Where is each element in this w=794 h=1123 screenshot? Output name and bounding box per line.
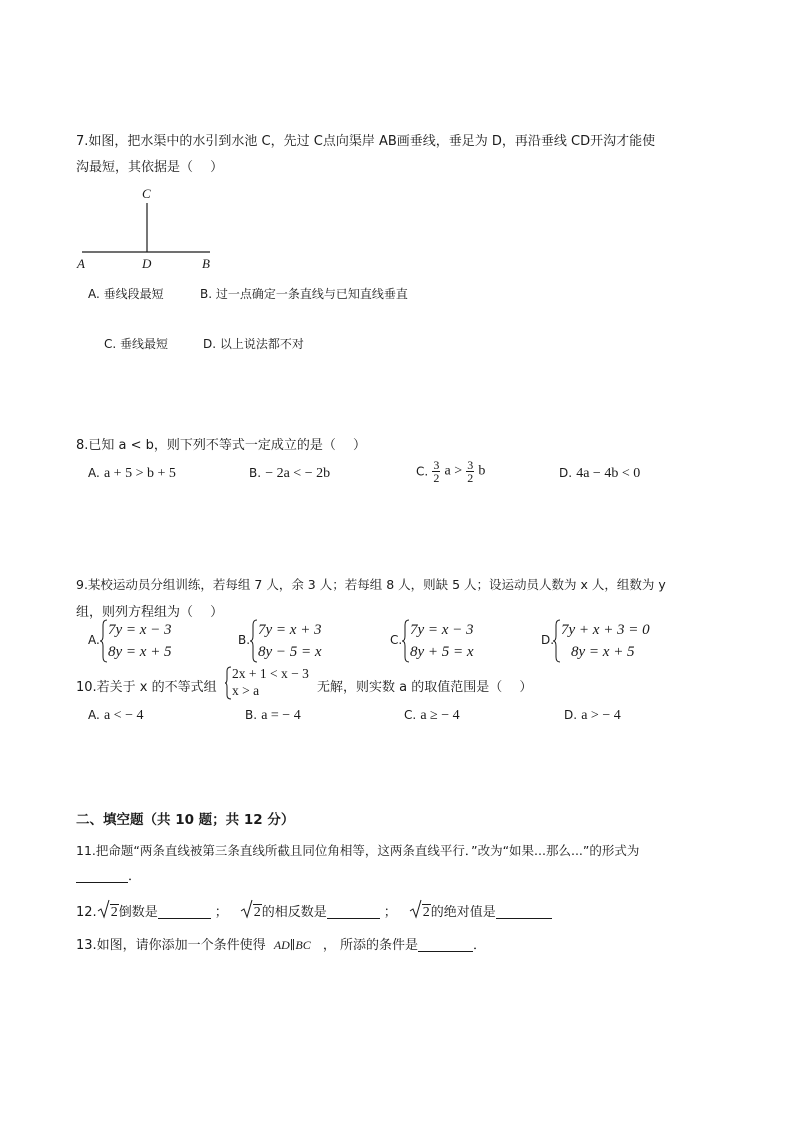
q7-option-c: C. 垂线最短 (104, 337, 169, 351)
q12-part1: 倒数是 (118, 905, 158, 920)
q9-b-eq2: 8y − 5 = x (258, 644, 322, 660)
q10-c-expr: a ≥ − 4 (420, 708, 460, 723)
q12-radicand-3: 2 (422, 905, 430, 920)
q13-cond: AD∥BC (273, 938, 311, 952)
q9-b-label: B. (238, 633, 251, 647)
q9-c-eq2: 8y + 5 = x (410, 644, 474, 660)
q12-part2: 的相反数是 (261, 905, 327, 920)
q9-a-eq1: 7y = x − 3 (108, 622, 172, 638)
q10-d-label: D. (564, 708, 578, 722)
q9-d-eq1: 7y + x + 3 = 0 (561, 622, 650, 638)
q10-option-b (245, 708, 301, 724)
q11-answer-row (76, 865, 141, 884)
label-c: C (142, 186, 151, 201)
q8-d-expr: 4a − 4b < 0 (576, 466, 641, 481)
q11-answer-blank[interactable] (76, 868, 128, 883)
q9-c-label: C. (390, 633, 403, 647)
q10-option-d (564, 708, 621, 724)
q12-part3: 的绝对值是 (430, 905, 496, 920)
q9-line2: 组，则列方程组为（ ） (76, 605, 224, 620)
q9-d-label: D. (541, 633, 555, 647)
q9-b-eq1: 7y = x + 3 (258, 622, 322, 638)
q10-stem-post: 无解，则实数 a 的取值范围是（ ） (317, 680, 533, 695)
q12-radicand-2: 2 (253, 905, 261, 920)
q12-blank-3[interactable] (496, 904, 552, 919)
sqrt-icon (240, 899, 253, 919)
q8-b-expr: − 2a < − 2b (265, 466, 331, 481)
q10-b-expr: a = − 4 (261, 708, 301, 723)
label-b: B (202, 256, 210, 271)
q8-a-label: A. (88, 466, 100, 480)
q13-row (76, 934, 486, 953)
q8-c-frac2: $\frac{3}{2}$ (467, 458, 474, 485)
q7-line1: 7.如图，把水渠中的水引到水池 C，先过 C点向渠岸 AB画垂线，垂足为 D，再沿垂线 CD开沟才能使 (76, 134, 656, 149)
q12-row (76, 899, 552, 921)
q7-figure (72, 183, 222, 273)
q8-option-a (88, 466, 176, 482)
q8-c-mid: a > (444, 463, 463, 479)
q12-blank-1[interactable] (158, 904, 211, 919)
label-a: A (77, 256, 85, 271)
q10-ineq1: 2x + 1 < x − 3 (232, 666, 309, 681)
q10-c-label: C. (404, 708, 417, 722)
q7-line2: 沟最短，其依据是（ ） (76, 160, 224, 175)
q12-radicand-1: 2 (110, 905, 118, 920)
q7-option-d: D. 以上说法都不对 (203, 337, 304, 351)
q8-a-expr: a + 5 > b + 5 (103, 466, 176, 481)
q10-brace (224, 666, 232, 700)
q8-option-c (416, 459, 485, 484)
q9-a-label: A. (88, 633, 100, 647)
q11-end: ． (128, 869, 142, 884)
q8-option-b (249, 466, 330, 482)
label-d: D (142, 256, 152, 271)
q9-line1: 9.某校运动员分组训练，若每组 7 人，余 3 人；若每组 8 人，则缺 5 人；设运动员人数为 x 人，组数为 y (76, 577, 666, 592)
q10-system (224, 666, 318, 700)
q10-a-expr: a < − 4 (103, 708, 144, 723)
q12-sep2: ； (383, 905, 397, 920)
q13-pre: 13.如图，请你添加一个条件使得 (76, 938, 266, 953)
q12-sep1: ； (214, 905, 228, 920)
q13-mid: ， 所添的条件是 (322, 938, 418, 953)
q10-ineq2: x > a (232, 683, 260, 698)
section-title-fill-in: 二、填空题（共 10 题；共 12 分） (76, 812, 295, 828)
q8-c-end: b (478, 463, 486, 479)
q8-d-label: D. (559, 466, 573, 480)
q8-option-d (559, 466, 640, 482)
q10-option-c (404, 708, 460, 724)
q7-option-a: A. 垂线段最短 (88, 287, 164, 301)
q9-d-eq2: 8y = x + 5 (571, 644, 635, 660)
q9-a-eq2: 8y = x + 5 (108, 644, 172, 660)
q10-b-label: B. (245, 708, 258, 722)
q12-num: 12. (76, 905, 97, 920)
q10-d-expr: a > − 4 (581, 708, 621, 723)
q8-c-frac1: $\frac{3}{2}$ (433, 458, 440, 485)
q10-stem-pre: 10.若关于 x 的不等式组 (76, 680, 217, 695)
q8-b-label: B. (249, 466, 262, 480)
q13-answer-blank[interactable] (418, 937, 473, 952)
sqrt-icon (97, 899, 110, 919)
q13-end: ． (472, 938, 486, 953)
q8-c-label: C. (416, 464, 429, 479)
q11-line1: 11.把命题“两条直线被第三条直线所截且同位角相等，这两条直线平行．”改为“如果...那么...”的形式为 (76, 843, 640, 858)
q8-stem: 8.已知 a < b，则下列不等式一定成立的是（ ） (76, 438, 367, 453)
sqrt-icon (409, 899, 422, 919)
q9-c-eq1: 7y = x − 3 (410, 622, 474, 638)
q10-a-label: A. (88, 708, 100, 722)
q7-option-b: B. 过一点确定一条直线与已知直线垂直 (200, 287, 408, 301)
q10-option-a (88, 708, 143, 724)
q12-blank-2[interactable] (327, 904, 380, 919)
